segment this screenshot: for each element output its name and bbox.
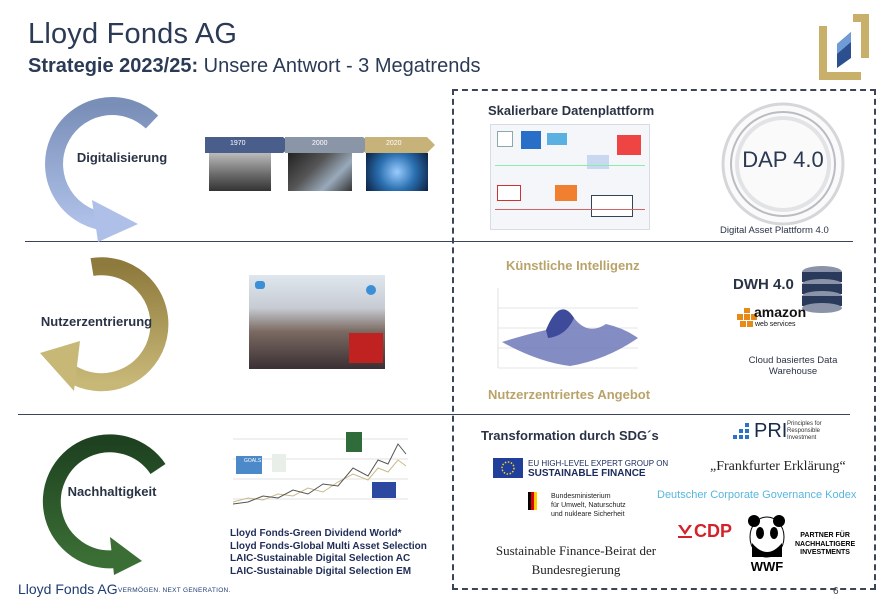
red-chair-shape [349, 333, 383, 363]
page-title: Lloyd Fonds AG [28, 18, 238, 50]
partner-line: INVESTMENTS [800, 549, 850, 556]
lloyd-fonds-logo-icon [817, 12, 871, 82]
frankfurter-text: „Frankfurter Erklärung“ [710, 459, 846, 474]
timeline-year-1: 1970 [230, 140, 246, 147]
megatrend-label-user: Nutzerzentrierung [40, 314, 153, 329]
footer-logo: Lloyd Fonds AG [18, 581, 118, 597]
diagram-node [547, 133, 567, 145]
pri-sub-line: Principles for [787, 421, 822, 427]
aws-sub: web services [755, 321, 796, 328]
diagram-connector [495, 209, 645, 210]
dap-caption: Digital Asset Plattform 4.0 [720, 225, 829, 236]
people-photo [249, 275, 385, 369]
footer-tagline: VERMÖGEN. NEXT GENERATION. [118, 587, 231, 594]
ai-surface-plot [488, 278, 650, 382]
nachhaltigkeit-arrow-icon [30, 425, 180, 575]
diagram-node [555, 185, 577, 201]
sdg-title: Transformation durch SDG´s [481, 428, 659, 443]
database-icon [800, 264, 844, 318]
subtitle-bold: Strategie 2023/25: [28, 55, 199, 77]
megatrend-label-sustain: Nachhaltigkeit [67, 484, 157, 499]
digitalisierung-arrow-icon [30, 92, 160, 242]
wwf-panda-icon [746, 513, 788, 559]
diagram-node [617, 135, 641, 155]
partner-line: PARTNER FÜR [800, 532, 850, 539]
diagram-node [591, 195, 633, 217]
fund-item: LAIC-Sustainable Digital Selection AC [230, 553, 411, 564]
cdp-logo-icon [676, 521, 694, 541]
photo-2020 [366, 153, 428, 191]
offer-title: Nutzerzentriertes Angebot [488, 387, 651, 402]
eu-line: EU HIGH-LEVEL EXPERT GROUP ON [528, 459, 669, 468]
sdg-goals-badge: GOALS [244, 458, 262, 464]
page-number: 6 [833, 586, 839, 597]
nutzerzentrierung-arrow-icon [30, 255, 180, 405]
eu-line: SUSTAINABLE FINANCE [528, 468, 646, 479]
platform-title: Skalierbare Datenplattform [488, 103, 655, 118]
aws-label: amazon [754, 304, 807, 320]
beirat-line: Sustainable Finance-Beirat der [495, 543, 657, 558]
pri-label: PRI [754, 420, 788, 442]
fund-item: Lloyd Fonds-Green Dividend World* [230, 528, 402, 539]
federal-eagle-icon [528, 492, 540, 510]
eu-flag-icon [493, 458, 523, 478]
eu-group-text [528, 459, 668, 479]
wwf-label: WWF [750, 559, 784, 574]
diagram-connector [495, 165, 645, 166]
timeline-year-2: 2000 [312, 140, 328, 147]
photo-2000 [288, 153, 352, 191]
timeline-year-3: 2020 [386, 140, 402, 147]
dwh-caption [730, 355, 856, 377]
dwh-label: DWH 4.0 [733, 276, 794, 293]
photo-1970 [209, 153, 271, 191]
wwf-partner-text [795, 532, 855, 558]
page-subtitle [28, 55, 480, 78]
fund-item: Lloyd Fonds-Global Multi Asset Selection [230, 540, 427, 552]
pri-sub [787, 421, 822, 442]
cdp-label: CDP [694, 521, 733, 541]
dap-label: DAP 4.0 [742, 147, 824, 172]
bmu-line: Bundesministerium [551, 493, 611, 500]
diagram-node [521, 131, 541, 149]
dwh-caption-line: Warehouse [768, 366, 818, 377]
fund-list [230, 528, 427, 578]
partner-line: NACHHALTIGERE [795, 540, 856, 548]
floating-icon [255, 281, 265, 289]
performance-chart [228, 424, 410, 524]
dwh-caption-line: Cloud basiertes Data [748, 355, 838, 366]
fund-item: LAIC-Sustainable Digital Selection EM [230, 565, 412, 577]
dcgk-text: Deutscher Corporate Governance Kodex [657, 489, 857, 501]
ai-title: Künstliche Intelligenz [506, 258, 640, 273]
pri-sub-line: Investment [787, 435, 817, 441]
subtitle-rest: Unsere Antwort - 3 Megatrends [198, 55, 481, 77]
bmu-line: für Umwelt, Naturschutz [551, 502, 626, 509]
megatrend-label-digital: Digitalisierung [76, 150, 168, 165]
bmu-text [551, 492, 626, 519]
beirat-line: Bundesregierung [531, 562, 621, 577]
platform-diagram [490, 124, 650, 230]
floating-icon [366, 285, 376, 295]
beirat-text [486, 541, 666, 579]
pri-dots-icon [733, 423, 755, 441]
pri-sub-line: Responsible [787, 428, 821, 434]
diagram-node [587, 155, 609, 169]
bmu-line: und nukleare Sicherheit [551, 511, 625, 518]
diagram-node [497, 131, 513, 147]
diagram-node [497, 185, 521, 201]
